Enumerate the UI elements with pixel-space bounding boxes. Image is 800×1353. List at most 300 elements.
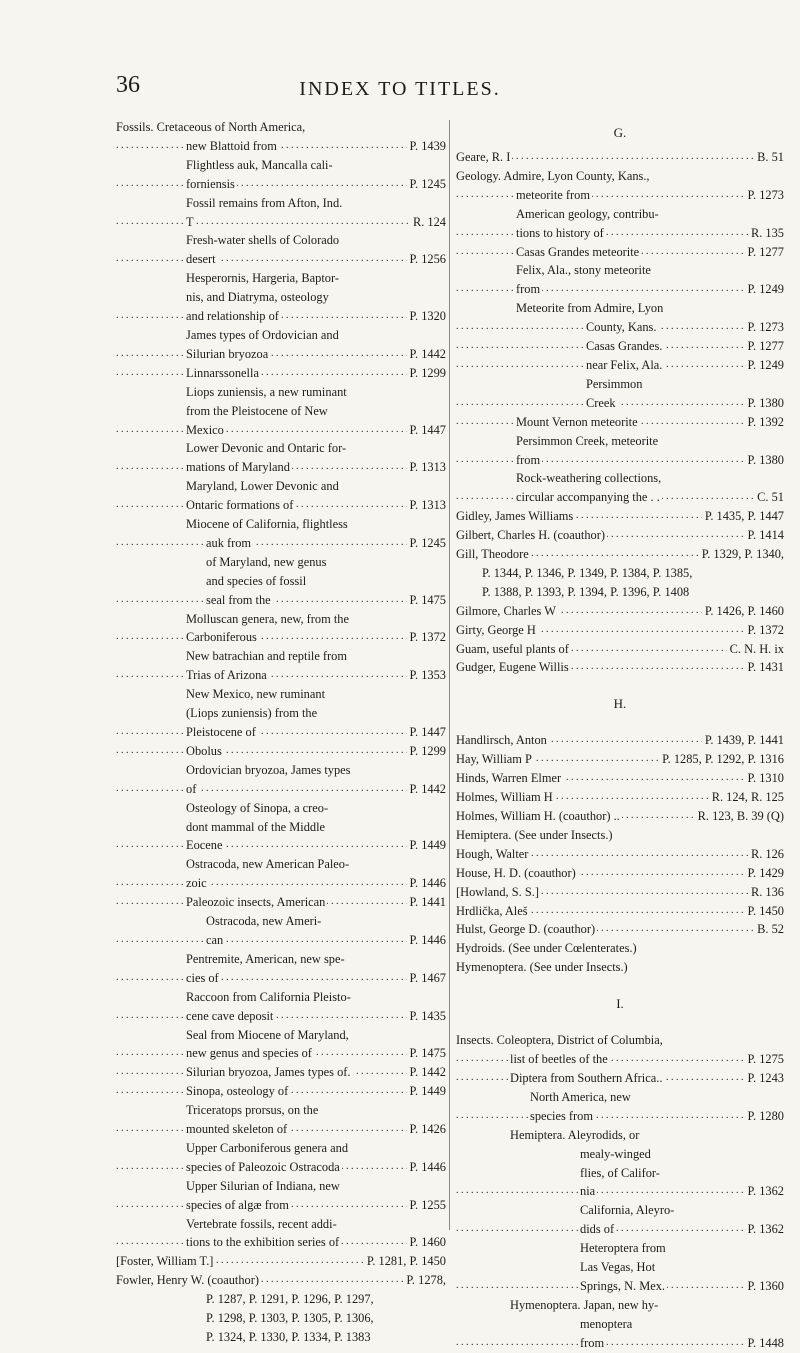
entry-text: Gilmore, Charles W (456, 603, 556, 618)
index-entry (456, 1107, 784, 1126)
entry-text: Hinds, Warren Elmer (456, 771, 562, 786)
entry-reference: P. 1362 (745, 1182, 785, 1201)
entry-reference: R. 136 (748, 883, 784, 902)
entry-text: Pentremite, American, new spe- (186, 951, 345, 966)
entry-text: Hrdlička, Aleš (456, 903, 528, 918)
index-entry (456, 864, 784, 883)
entry-text: cies of (186, 970, 219, 985)
entry-text: James types of Ordovician and (186, 327, 339, 342)
entry-reference: P. 1450 (745, 902, 785, 921)
index-entry (116, 685, 446, 704)
entry-reference: P. 1280 (745, 1107, 785, 1126)
index-entry (456, 1258, 784, 1277)
entry-text: Felix, Ala., stony meteorite (516, 263, 651, 278)
index-entry (456, 243, 784, 262)
entry-text: Fresh-water shells of Colorado (186, 233, 340, 248)
index-entry (116, 534, 446, 553)
entry-reference: P. 1460 (407, 1233, 447, 1252)
entry-text: New batrachian and reptile from (186, 649, 348, 664)
entry-text: tions to history of (516, 225, 604, 240)
section-gap (456, 1019, 784, 1031)
entry-reference: P. 1320 (407, 307, 447, 326)
index-entry (116, 591, 446, 610)
index-entry (456, 1239, 784, 1258)
index-entry (456, 205, 784, 224)
entry-reference: P. 1446 (407, 931, 447, 950)
entry-reference: P. 1245 (407, 534, 447, 553)
entry-reference: C. 51 (754, 488, 784, 507)
index-entry (116, 1252, 446, 1271)
entry-text: near Felix, Ala. (586, 357, 663, 372)
entry-text: P. 1287, P. 1291, P. 1296, P. 1297, (206, 1292, 374, 1307)
entry-text: Gudger, Eugene Willis (456, 660, 569, 675)
entry-text: meteorite from (516, 187, 590, 202)
index-entry (116, 1063, 446, 1082)
entry-text: Fossil remains from Afton, Ind. (186, 195, 343, 210)
entry-text: new genus and species of (186, 1046, 312, 1061)
entry-reference: R. 124, R. 125 (709, 788, 784, 807)
entry-reference: P. 1372 (745, 621, 785, 640)
entry-reference: P. 1380 (745, 451, 785, 470)
entry-text: Flightless auk, Mancalla cali- (186, 157, 333, 172)
entry-text: zoic (186, 876, 207, 891)
index-entry (456, 1201, 784, 1220)
entry-text: Las Vegas, Hot (580, 1260, 656, 1275)
entry-reference: P. 1273 (745, 186, 785, 205)
entry-text: Silurian bryozoa, James types of. (186, 1065, 351, 1080)
entry-text: Ostracoda, new Ameri- (206, 914, 322, 929)
index-entry (456, 280, 784, 299)
entry-reference: P. 1435, P. 1447 (702, 507, 784, 526)
index-entry (116, 1139, 446, 1158)
entry-text: from (580, 1335, 605, 1350)
entry-text: Insects. Coleoptera, District of Columbia, (456, 1033, 663, 1048)
index-entry (116, 1026, 446, 1045)
entry-text: of Maryland, new genus (206, 554, 327, 569)
entry-text: Ordovician bryozoa, James types (186, 762, 351, 777)
entry-text: Meteorite from Admire, Lyon (516, 301, 664, 316)
entry-reference: P. 1249 (745, 280, 785, 299)
index-entry (116, 1007, 446, 1026)
entry-text: species of Paleozoic Ostracoda (186, 1159, 340, 1174)
entry-text: species of algæ from (186, 1197, 289, 1212)
entry-text: auk from (206, 535, 252, 550)
index-entry (456, 902, 784, 921)
entry-reference: P. 1475 (407, 1044, 447, 1063)
index-entry (116, 628, 446, 647)
index-entry (456, 507, 784, 526)
index-entry (456, 807, 784, 826)
index-entry (116, 572, 446, 591)
index-entry (116, 553, 446, 572)
section-letter-heading: G. (613, 125, 627, 140)
entry-text: House, H. D. (coauthor) (456, 865, 576, 880)
entry-reference: P. 1442 (407, 780, 447, 799)
index-entry (116, 1233, 446, 1252)
entry-text: circular accompanying the . . (516, 490, 660, 505)
index-entry (456, 602, 784, 621)
entry-text: Rock-weathering collections, (516, 471, 662, 486)
index-entry (116, 1309, 446, 1328)
index-entry (116, 780, 446, 799)
entry-reference: P. 1441 (407, 893, 447, 912)
entry-reference: P. 1446 (407, 874, 447, 893)
entry-text: Liops zuniensis, a new ruminant (186, 384, 347, 399)
index-entry (116, 893, 446, 912)
entry-text: Mexico (186, 422, 224, 437)
entry-text: Hough, Walter (456, 846, 529, 861)
entry-reference: P. 1439 (407, 137, 447, 156)
entry-text: dids of (580, 1222, 615, 1237)
index-entry (116, 439, 446, 458)
index-entry (116, 458, 446, 477)
entry-text: Springs, N. Mex. (580, 1278, 666, 1293)
entry-text: Guam, useful plants of (456, 641, 569, 656)
index-entry (116, 742, 446, 761)
entry-reference: P. 1255 (407, 1196, 447, 1215)
entry-text: Hydroids. (See under Cœlenterates.) (456, 941, 637, 956)
entry-text: Hay, William P (456, 752, 532, 767)
entry-reference: P. 1475 (407, 591, 447, 610)
index-entry (116, 1196, 446, 1215)
entry-text: Diptera from Southern Africa.. (510, 1070, 663, 1085)
entry-text: species from (530, 1108, 593, 1123)
entry-text: Hemiptera. (See under Insects.) (456, 827, 613, 842)
index-entry (456, 1182, 784, 1201)
entry-reference: P. 1429 (745, 864, 785, 883)
entry-text: P. 1344, P. 1346, P. 1349, P. 1384, P. 1385, (482, 565, 693, 580)
entry-text: Geare, R. I (456, 150, 511, 164)
index-entry (456, 750, 784, 769)
index-entry (116, 1290, 446, 1309)
entry-reference: P. 1281, P. 1450 (364, 1252, 446, 1271)
entry-text: list of beetles of the (510, 1052, 608, 1067)
index-entry (116, 307, 446, 326)
index-entry (456, 299, 784, 318)
section-gap (456, 677, 784, 689)
index-entry (116, 874, 446, 893)
index-entry (116, 799, 446, 818)
entry-reference: R. 135 (748, 224, 784, 243)
index-entry (456, 432, 784, 451)
entry-text: forniensis (186, 176, 235, 191)
entry-reference: P. 1392 (745, 413, 785, 432)
entry-reference: P. 1431 (745, 658, 785, 677)
page-header (0, 72, 800, 112)
index-entry (116, 1044, 446, 1063)
index-entry (456, 1334, 784, 1353)
index-entry (456, 1220, 784, 1239)
index-entry (116, 137, 446, 156)
index-entry (456, 318, 784, 337)
entry-text: Osteology of Sinopa, a creo- (186, 800, 329, 815)
index-entry (456, 845, 784, 864)
entry-reference: C. N. H. ix (727, 640, 784, 659)
entry-text: Gilbert, Charles H. (coauthor) (456, 528, 605, 543)
entry-reference: P. 1313 (407, 496, 447, 515)
entry-reference: P. 1447 (407, 421, 447, 440)
index-entry (456, 394, 784, 413)
index-entry (456, 658, 784, 677)
index-entry (116, 1101, 446, 1120)
entry-reference: P. 1435 (407, 1007, 447, 1026)
entry-text: American geology, contribu- (516, 206, 659, 221)
index-entry (116, 1120, 446, 1139)
index-entry (456, 1088, 784, 1107)
entry-text: Casas Grandes meteorite (516, 244, 640, 259)
index-entry (116, 1271, 446, 1290)
entry-reference: P. 1285, P. 1292, P. 1316 (659, 750, 784, 769)
index-entry (456, 788, 784, 807)
index-entry (116, 496, 446, 515)
index-entry (116, 912, 446, 931)
entry-text: Hesperornis, Hargeria, Baptor- (186, 271, 339, 286)
entry-reference: B. 51 (754, 148, 784, 167)
entry-text: Lower Devonic and Ontaric for- (186, 441, 347, 456)
right-index-column (456, 118, 784, 1353)
index-entry (116, 515, 446, 534)
entry-reference: R. 126 (748, 845, 784, 864)
index-entry (116, 1177, 446, 1196)
entry-text: menoptera (580, 1316, 633, 1331)
index-entry (116, 175, 446, 194)
section-gap (456, 977, 784, 989)
entry-text: Miocene of California, flightless (186, 517, 348, 532)
index-entry (116, 988, 446, 1007)
entry-text: dont mammal of the Middle (186, 819, 326, 834)
index-entry (116, 1158, 446, 1177)
entry-reference: P. 1299 (407, 364, 447, 383)
entry-text: New Mexico, new ruminant (186, 687, 326, 702)
index-entry (456, 1296, 784, 1315)
entry-text: North America, new (530, 1089, 631, 1104)
index-entry (116, 647, 446, 666)
index-entry (116, 402, 446, 421)
index-entry (456, 769, 784, 788)
entry-text: Handlirsch, Anton (456, 733, 547, 748)
entry-reference: P. 1277 (745, 243, 785, 262)
index-entry (116, 666, 446, 685)
index-entry (116, 194, 446, 213)
index-entry (116, 818, 446, 837)
entry-text: can (206, 932, 224, 947)
index-entry (456, 1145, 784, 1164)
index-entry (116, 1082, 446, 1101)
entry-reference: P. 1278, (403, 1271, 446, 1290)
entry-text: cene cave deposit (186, 1008, 274, 1023)
entry-reference: R. 123, B. 39 (Q) (695, 807, 784, 826)
entry-text: from (516, 452, 541, 467)
index-entry (456, 148, 784, 167)
entry-text: Maryland, Lower Devonic and (186, 479, 339, 494)
index-entry (116, 269, 446, 288)
entry-reference: P. 1372 (407, 628, 447, 647)
entry-text: Fossils. Cretaceous of North America, (116, 120, 306, 134)
entry-text: Geology. Admire, Lyon County, Kans., (456, 168, 650, 183)
entry-text: Seal from Miocene of Maryland, (186, 1027, 349, 1042)
entry-reference: P. 1439, P. 1441 (702, 731, 784, 750)
entry-text: Triceratops prorsus, on the (186, 1103, 319, 1118)
index-entry (456, 488, 784, 507)
left-index-column (116, 118, 446, 1347)
entry-text: Ontaric formations of (186, 498, 294, 513)
index-entry (456, 375, 784, 394)
entry-reference: B. 52 (754, 920, 784, 939)
index-entry (456, 920, 784, 939)
entry-text: California, Aleyro- (580, 1203, 675, 1218)
entry-text: Upper Carboniferous genera and (186, 1140, 349, 1155)
index-entry (116, 345, 446, 364)
index-entry (456, 186, 784, 205)
entry-reference: P. 1426 (407, 1120, 447, 1139)
entry-text: Fowler, Henry W. (coauthor) (116, 1273, 259, 1288)
index-entry (456, 939, 784, 958)
entry-reference: P. 1299 (407, 742, 447, 761)
index-entry (456, 1126, 784, 1145)
entry-text: [Howland, S. S.] (456, 884, 539, 899)
index-entry (456, 731, 784, 750)
entry-text: (Liops zuniensis) from the (186, 706, 318, 721)
entry-text: Hymenoptera. (See under Insects.) (456, 960, 628, 975)
entry-text: and relationship of (186, 309, 279, 324)
entry-text: Casas Grandes. (586, 339, 663, 354)
index-entry (116, 477, 446, 496)
index-entry (116, 383, 446, 402)
index-entry (456, 526, 784, 545)
entry-text: mations of Maryland (186, 460, 290, 475)
entry-text: Silurian bryozoa (186, 346, 269, 361)
index-entry (116, 950, 446, 969)
index-entry (116, 761, 446, 780)
entry-text: Persimmon Creek, meteorite (516, 433, 659, 448)
index-entry (456, 451, 784, 470)
entry-text: T (186, 214, 194, 229)
index-entry (116, 704, 446, 723)
entry-text: Persimmon (586, 376, 643, 391)
entry-text: Eocene (186, 838, 223, 853)
entry-reference: P. 1442 (407, 345, 447, 364)
entry-text: P. 1324, P. 1330, P. 1334, P. 1383 (206, 1330, 371, 1344)
entry-text: P. 1388, P. 1393, P. 1394, P. 1396, P. 1408 (482, 584, 690, 599)
entry-text: Hymenoptera. Japan, new hy- (510, 1297, 659, 1312)
index-entry (456, 1031, 784, 1050)
index-entry (116, 1215, 446, 1234)
entry-reference: P. 1243 (745, 1069, 785, 1088)
index-entry (456, 1069, 784, 1088)
index-entry (456, 640, 784, 659)
entry-text: Holmes, William H. (coauthor) .. (456, 809, 620, 823)
entry-text: Holmes, William H (456, 790, 553, 805)
index-entry (116, 213, 446, 232)
entry-text: Carboniferous (186, 630, 257, 645)
index-entry (456, 1164, 784, 1183)
entry-text: flies, of Califor- (580, 1165, 660, 1180)
entry-reference: P. 1277 (745, 337, 785, 356)
entry-text: [Foster, William T.] (116, 1254, 214, 1269)
entry-text: desert (186, 252, 216, 267)
index-entry (456, 337, 784, 356)
entry-reference: P. 1256 (407, 250, 447, 269)
entry-reference: P. 1380 (745, 394, 785, 413)
index-entry (456, 261, 784, 280)
entry-text: County, Kans. (586, 320, 657, 335)
index-entry (456, 413, 784, 432)
entry-reference: P. 1249 (745, 356, 785, 375)
page-number: 36 (116, 72, 140, 98)
index-entry (116, 836, 446, 855)
entry-text: from the Pleistocene of New (186, 403, 328, 418)
index-entry (456, 1050, 784, 1069)
index-entry (456, 583, 784, 602)
entry-text: mounted skeleton of (186, 1122, 288, 1137)
entry-reference: P. 1447 (407, 723, 447, 742)
index-entry (456, 167, 784, 186)
entry-text: seal from the (206, 592, 271, 607)
index-entry (456, 564, 784, 583)
entry-reference: P. 1414 (745, 526, 785, 545)
index-entry (116, 156, 446, 175)
entry-text: Girty, George H (456, 622, 536, 637)
index-entry (116, 610, 446, 629)
entry-text: of (186, 781, 197, 796)
entry-text: Trias of Arizona (186, 668, 267, 683)
index-entry (116, 364, 446, 383)
entry-text: new Blattoid from (186, 138, 277, 153)
entry-reference: P. 1275 (745, 1050, 785, 1069)
index-entry (456, 883, 784, 902)
entry-text: Ostracoda, new American Paleo- (186, 857, 350, 872)
entry-text: Vertebrate fossils, recent addi- (186, 1216, 337, 1231)
running-title: INDEX TO TITLES. (299, 78, 501, 100)
entry-text: P. 1298, P. 1303, P. 1305, P. 1306, (206, 1311, 374, 1326)
entry-text: nia (580, 1184, 596, 1199)
entry-text: tions to the exhibition series of (186, 1235, 340, 1250)
entry-text: Pleistocene of (186, 725, 256, 739)
index-entry (456, 621, 784, 640)
entry-reference: P. 1449 (407, 1082, 447, 1101)
entry-text: Hulst, George D. (coauthor) (456, 922, 596, 937)
index-entry (456, 1277, 784, 1296)
index-entry (116, 931, 446, 950)
entry-text: Mount Vernon meteorite (516, 414, 638, 429)
entry-text: Linnarssonella (186, 365, 259, 380)
index-entry (456, 469, 784, 488)
entry-text: Gidley, James Williams (456, 509, 574, 524)
index-entry (456, 545, 784, 564)
entry-reference: P. 1313 (407, 458, 447, 477)
index-entry (116, 1328, 446, 1347)
entry-text: Gill, Theodore (456, 547, 529, 562)
entry-text: nis, and Diatryma, osteology (186, 290, 329, 305)
index-entry (456, 958, 784, 977)
index-entry (456, 224, 784, 243)
index-entry (116, 250, 446, 269)
index-entry (116, 288, 446, 307)
entry-text: Sinopa, osteology of (186, 1084, 289, 1099)
entry-text: Molluscan genera, new, from the (186, 611, 349, 626)
entry-reference: P. 1353 (407, 666, 447, 685)
index-entry (456, 1315, 784, 1334)
entry-text: from (516, 282, 541, 297)
section-gap (456, 719, 784, 731)
entry-text: Creek (586, 395, 616, 410)
entry-reference: P. 1446 (407, 1158, 447, 1177)
entry-reference: P. 1448 (745, 1334, 785, 1353)
entry-reference: P. 1467 (407, 969, 447, 988)
entry-reference: P. 1273 (745, 318, 785, 337)
index-entry (116, 723, 446, 742)
index-entry (116, 855, 446, 874)
